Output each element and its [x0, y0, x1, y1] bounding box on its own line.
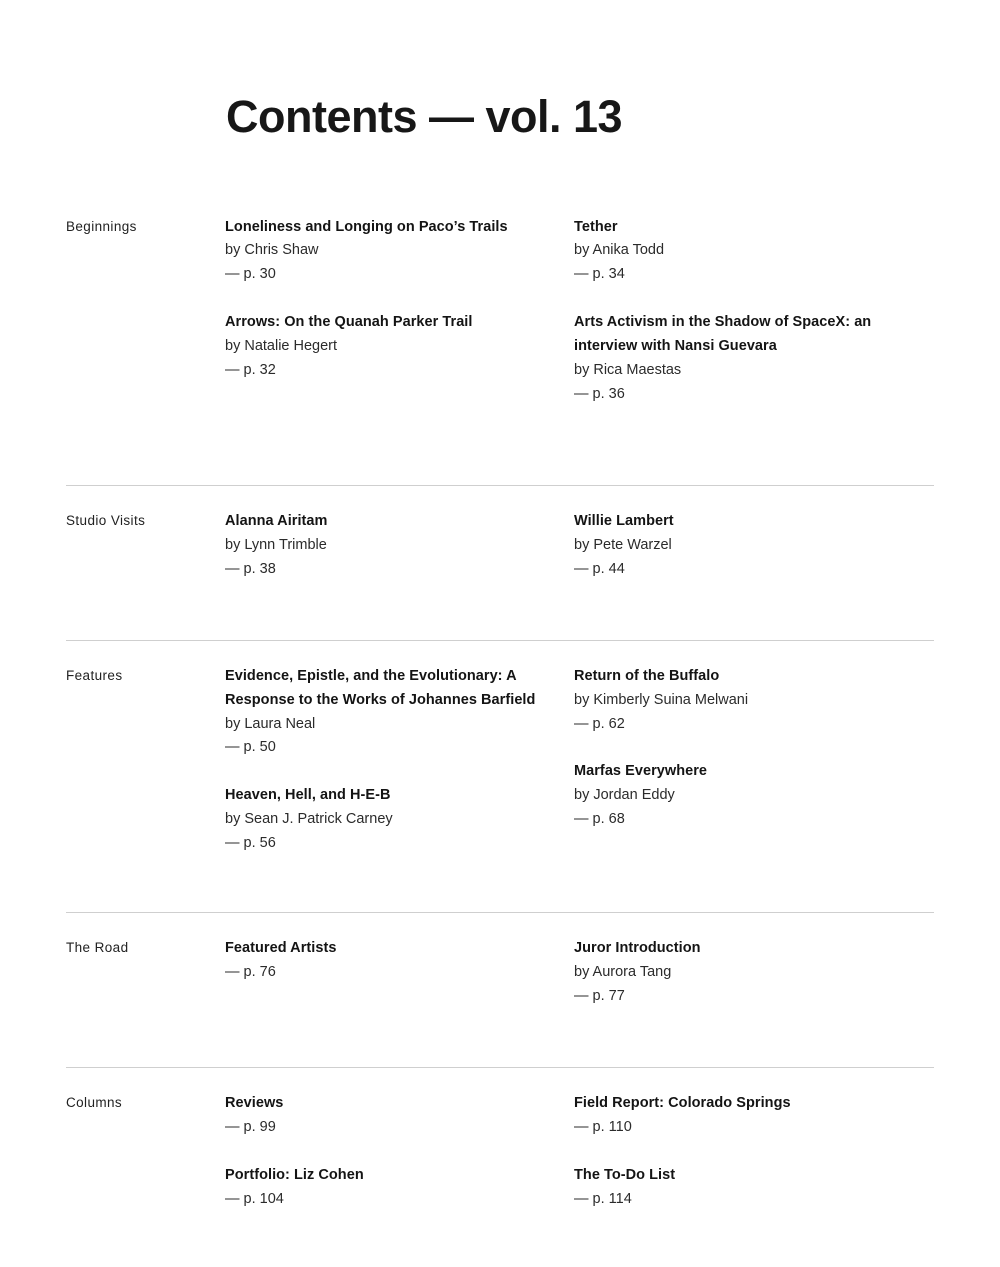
section-category-label: Features	[66, 667, 123, 683]
column-right	[574, 1092, 923, 1212]
table-of-contents	[66, 194, 934, 1232]
entry-title: Willie Lambert	[574, 512, 674, 529]
entry-title: The To-Do List	[574, 1166, 676, 1183]
section-columns	[225, 665, 934, 856]
toc-section-columns	[66, 1067, 934, 1232]
toc-section-beginnings	[66, 194, 934, 485]
toc-entry[interactable]	[225, 311, 574, 383]
toc-entry[interactable]	[574, 937, 923, 1009]
entry-title: Arts Activism in the Shadow of SpaceX: an interview with Nansi Guevara	[574, 314, 872, 355]
page-title: Contents — vol. 13	[226, 91, 623, 142]
entry-page: — p. 76	[225, 964, 276, 981]
entry-title: Alanna Airitam	[225, 512, 328, 529]
toc-section-the-road	[66, 912, 934, 1067]
entry-title: Tether	[574, 218, 618, 235]
entry-title: Portfolio: Liz Cohen	[225, 1166, 364, 1183]
section-columns	[225, 937, 934, 1009]
entry-title: Arrows: On the Quanah Parker Trail	[225, 314, 473, 331]
section-columns	[225, 216, 934, 407]
entry-author: by Lynn Trimble	[225, 536, 327, 553]
entry-author: by Pete Warzel	[574, 536, 672, 553]
toc-entry[interactable]	[225, 784, 574, 856]
entry-title: Return of the Buffalo	[574, 667, 720, 684]
toc-entry[interactable]	[574, 216, 923, 288]
toc-entry[interactable]	[225, 1164, 574, 1212]
section-category-label: Beginnings	[66, 218, 137, 234]
entry-page: — p. 110	[574, 1118, 632, 1135]
entry-page: — p. 56	[225, 835, 276, 852]
entry-page: — p. 62	[574, 715, 625, 732]
entry-page: — p. 30	[225, 266, 276, 283]
entry-page: — p. 44	[574, 560, 625, 577]
entry-author: by Rica Maestas	[574, 362, 682, 379]
entry-author: by Jordan Eddy	[574, 787, 675, 804]
entry-title: Featured Artists	[225, 940, 337, 957]
entry-page: — p. 99	[225, 1118, 276, 1135]
section-category-label: The Road	[66, 940, 129, 956]
section-columns	[225, 1092, 934, 1212]
toc-entry[interactable]	[225, 937, 574, 985]
entry-author: by Kimberly Suina Melwani	[574, 691, 749, 708]
toc-entry[interactable]	[574, 760, 923, 832]
entry-page: — p. 50	[225, 739, 276, 756]
column-left	[225, 510, 574, 582]
entry-title: Juror Introduction	[574, 940, 701, 957]
entry-title: Reviews	[225, 1094, 284, 1111]
entry-author: by Anika Todd	[574, 242, 665, 259]
section-category-label: Columns	[66, 1094, 123, 1110]
toc-entry[interactable]	[574, 1092, 923, 1140]
entry-author: by Chris Shaw	[225, 242, 319, 259]
column-right	[574, 665, 923, 856]
toc-entry[interactable]	[225, 510, 574, 582]
entry-page: — p. 104	[225, 1190, 284, 1207]
column-left	[225, 216, 574, 407]
column-left	[225, 937, 574, 1009]
toc-entry[interactable]	[574, 1164, 923, 1212]
entry-title: Evidence, Epistle, and the Evolutionary: A Response to the Works of Johannes Barfield	[225, 667, 536, 708]
entry-title: Heaven, Hell, and H-E-B	[225, 787, 391, 804]
toc-entry[interactable]	[225, 1092, 574, 1140]
section-category-label: Studio Visits	[66, 512, 146, 528]
entry-author: by Laura Neal	[225, 715, 316, 732]
column-left	[225, 665, 574, 856]
entry-author: by Sean J. Patrick Carney	[225, 811, 393, 828]
entry-author: by Aurora Tang	[574, 964, 672, 981]
entry-title: Loneliness and Longing on Paco’s Trails	[225, 218, 508, 235]
entry-page: — p. 38	[225, 560, 276, 577]
column-left	[225, 1092, 574, 1212]
entry-page: — p. 32	[225, 362, 276, 379]
toc-section-features	[66, 640, 934, 912]
entry-title: Field Report: Colorado Springs	[574, 1094, 791, 1111]
entry-page: — p. 114	[574, 1190, 632, 1207]
column-right	[574, 937, 923, 1009]
section-columns	[225, 510, 934, 582]
toc-entry[interactable]	[225, 665, 574, 761]
entry-page: — p. 34	[574, 266, 625, 283]
column-right	[574, 510, 923, 582]
column-right	[574, 216, 923, 407]
toc-entry[interactable]	[574, 510, 923, 582]
entry-page: — p. 77	[574, 988, 625, 1005]
toc-entry[interactable]	[574, 311, 923, 407]
toc-entry[interactable]	[574, 665, 923, 737]
toc-section-studio-visits	[66, 485, 934, 640]
entry-page: — p. 36	[574, 386, 625, 403]
toc-entry[interactable]	[225, 216, 574, 288]
entry-page: — p. 68	[574, 811, 625, 828]
entry-author: by Natalie Hegert	[225, 338, 338, 355]
entry-title: Marfas Everywhere	[574, 763, 708, 780]
